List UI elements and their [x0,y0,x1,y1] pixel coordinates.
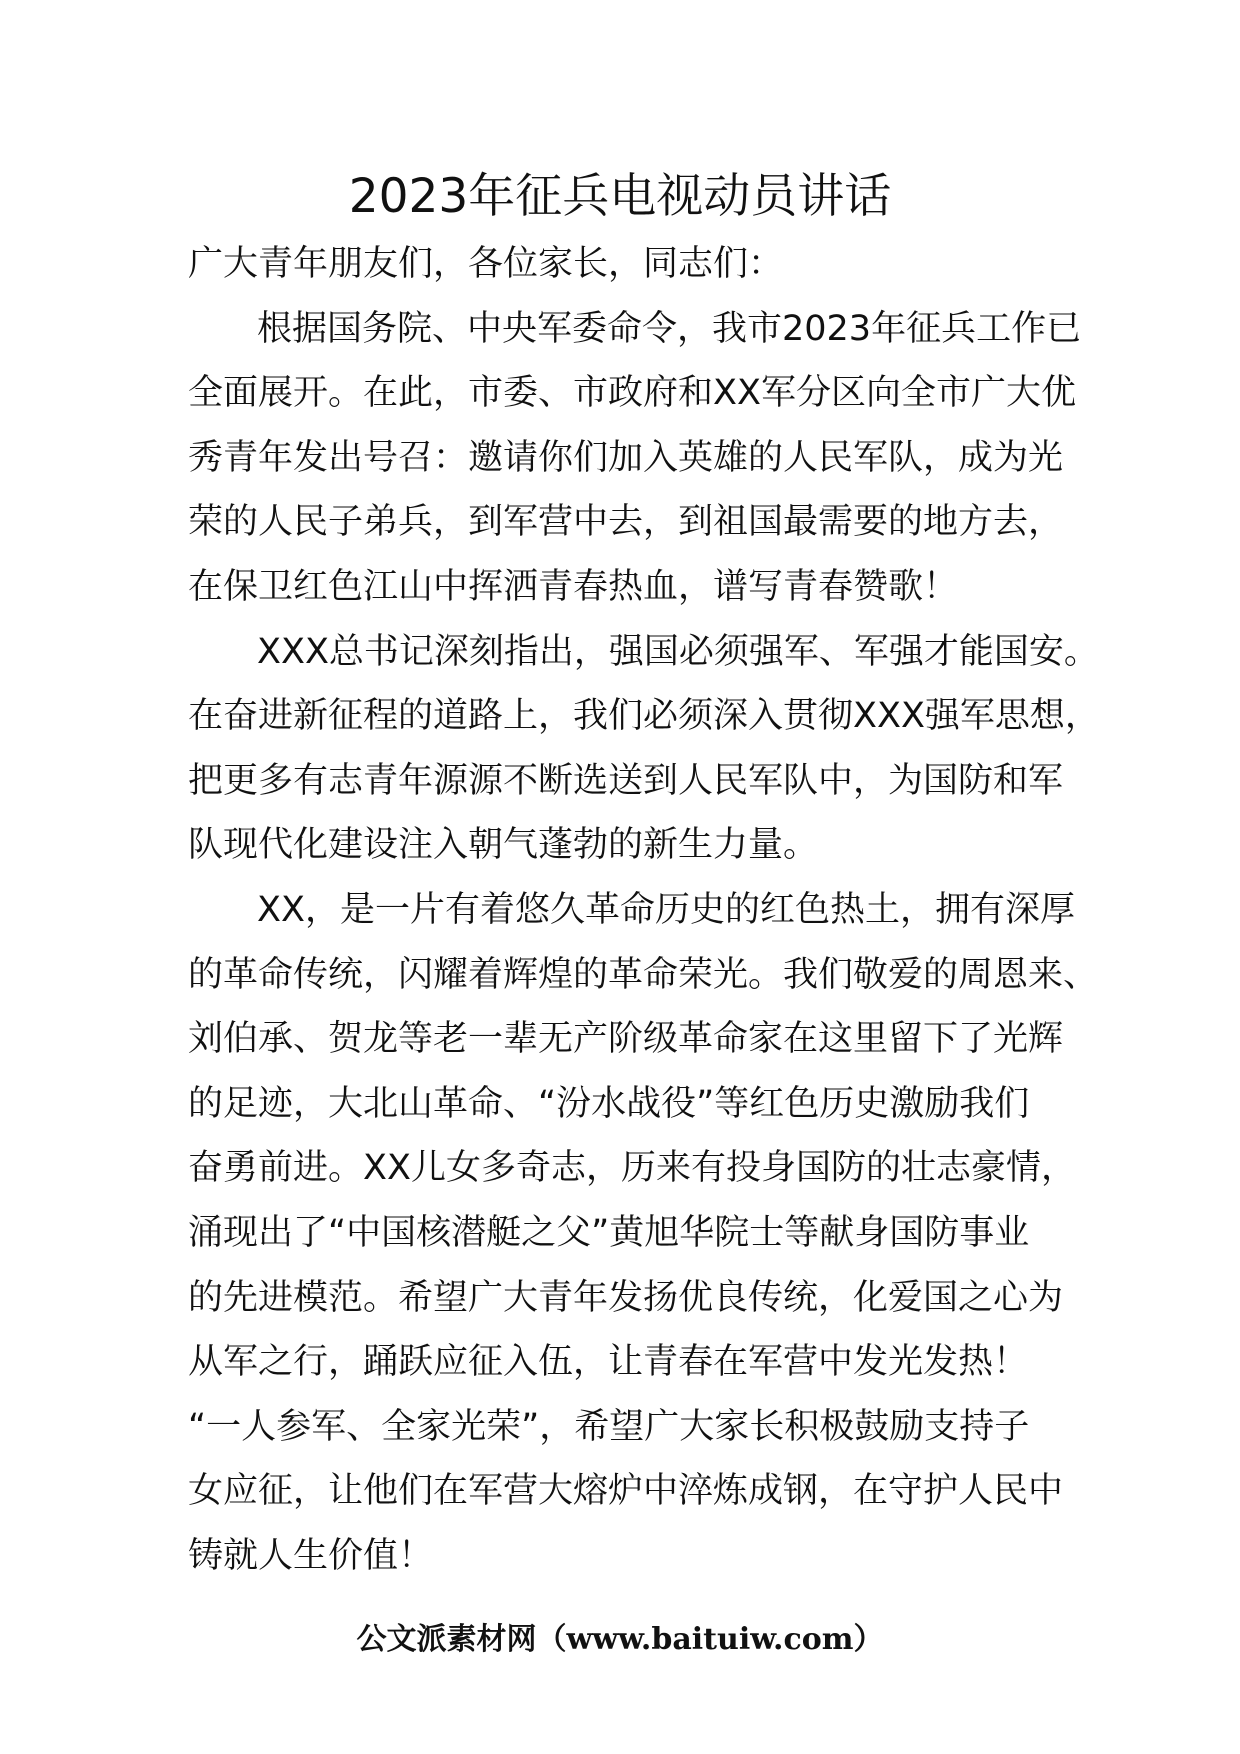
body-line: 女应征，让他们在军营大熔炉中淬炼成钢，在守护人民中 [188,1471,1064,1512]
body-line: 在保卫红色江山中挥洒青春热血，谱写青春赞歌！ [188,566,959,607]
body-line: 奋勇前进。XX儿女多奇志，历来有投身国防的壮志豪情， [188,1148,1076,1189]
footer-source: 公文派素材网（www.baituiw.com） [356,1622,884,1657]
body-line: 的革命传统，闪耀着辉煌的革命荣光。我们敬爱的周恩来、 [188,954,1099,995]
body-line: 根据国务院、中央军委命令，我市2023年征兵工作已 [257,308,1082,349]
document-body [188,232,1100,1588]
document-title: 2023年征兵电视动员讲话 [348,169,892,224]
body-line: 荣的人民子弟兵，到军营中去，到祖国最需要的地方去， [188,502,1064,543]
salutation-line: 广大青年朋友们，各位家长，同志们： [188,244,784,284]
body-line: 涌现出了“中国核潜艇之父”黄旭华院士等献身国防事业 [188,1212,1030,1253]
body-line: 把更多有志青年源源不断选送到人民军队中，为国防和军 [188,760,1064,801]
body-line: XXX总书记深刻指出，强国必须强军、军强才能国安。 [257,631,1099,672]
body-line: 秀青年发出号召：邀请你们加入英雄的人民军队，成为光 [188,437,1064,478]
body-line: 全面展开。在此，市委、市政府和XX军分区向全市广大优 [188,373,1076,414]
body-line: 在奋进新征程的道路上，我们必须深入贯彻XXX强军思想， [188,696,1100,737]
body-line: 铸就人生价值！ [188,1535,434,1576]
body-line: “一人参军、全家光荣”，希望广大家长积极鼓励支持子 [188,1406,1030,1447]
body-line: 队现代化建设注入朝气蓬勃的新生力量。 [188,825,819,866]
body-line: XX，是一片有着悠久革命历史的红色热土，拥有深厚 [257,889,1075,930]
body-line: 从军之行，踊跃应征入伍，让青春在军营中发光发热！ [188,1342,1029,1383]
body-line: 刘伯承、贺龙等老一辈无产阶级革命家在这里留下了光辉 [188,1019,1064,1060]
body-line: 的先进模范。希望广大青年发扬优良传统，化爱国之心为 [188,1277,1064,1318]
body-line: 的足迹，大北山革命、“汾水战役”等红色历史激励我们 [188,1083,1030,1124]
